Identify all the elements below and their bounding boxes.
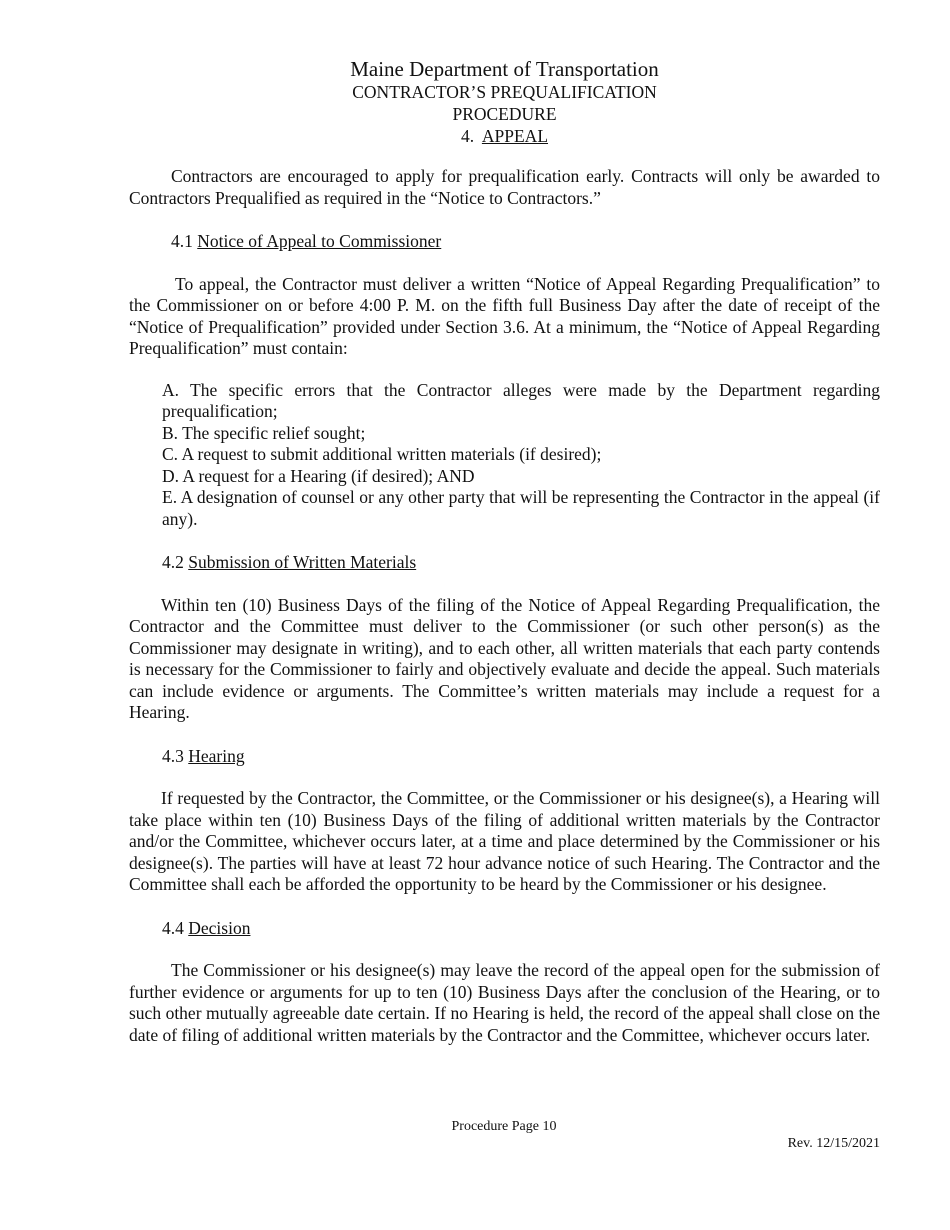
subsection-heading-4-3 [129,746,880,768]
document-body [129,166,880,1046]
paragraph-4-4: The Commissioner or his designee(s) may leave the record of the appeal open for the submission of further evidence or arguments for up to ten (10) Business Days after the conclusion of the Hearing, or to such other mutually agreeable date certain. If no Hearing is held, the record of the appeal shall close on the date of filing of additional written materials by the Contractor and the Committee, whichever occurs later. [129,960,880,1045]
requirements-list [129,380,880,531]
subsection-number: 4.2 [162,552,184,572]
subsection-number: 4.3 [162,745,184,766]
subsection-title: Hearing [188,745,245,766]
page-number: Procedure Page 10 [451,1119,557,1134]
doc-title-line: CONTRACTOR’S PREQUALIFICATION [352,82,657,102]
subsection-heading-4-4 [129,918,880,940]
subsection-title: Submission of Written Materials [188,552,417,572]
list-item: B. The specific relief sought; [162,422,366,443]
section-title: APPEAL [481,126,549,146]
subsection-heading-4-2 [129,552,880,574]
section-number: 4. [460,126,475,146]
subsection-number: 4.1 [171,231,193,251]
list-item: D. A request for a Hearing (if desired); AND [162,465,475,486]
org-title: Maine Department of Transportation [350,57,659,81]
subsection-heading-4-1 [129,231,880,253]
document-header [129,57,880,147]
intro-paragraph: Contractors are encouraged to apply for prequalification early. Contracts will only be awarded to Contractors Prequalified as required in the “Notice to Contractors.” [129,166,880,208]
list-item: A. The specific errors that the Contractor alleges were made by the Department regarding prequalification; [162,379,880,421]
doc-title-line: PROCEDURE [452,104,557,124]
list-item: C. A request to submit additional written materials (if desired); [162,444,602,464]
paragraph-4-3: If requested by the Contractor, the Committee, or the Commissioner or his designee(s), a Hearing will take place within ten (10) Business Days of the filing of additional written materials by the Contractor and/or the Committee, whichever occurs later, at a time and place determined by the Commissioner or his designee(s). The parties will have at least 72 hour advance notice of such Hearing. The Contractor and the Committee shall each be afforded the opportunity to be heard by the Commissioner or his designee. [129,788,880,894]
list-item: E. A designation of counsel or any other party that will be representing the Contractor in the appeal (if any). [162,487,880,529]
subsection-title: Notice of Appeal to Commissioner [197,231,442,251]
section-heading [129,125,880,147]
paragraph-4-1: To appeal, the Contractor must deliver a written “Notice of Appeal Regarding Prequalification” to the Commissioner on or before 4:00 P. M. on the fifth full Business Day after the date of receipt of the “Notice of Prequalification” provided under Section 3.6. At a minimum, the “Notice of Appeal Regarding Prequalification” must contain: [129,273,880,358]
paragraph-4-2: Within ten (10) Business Days of the filing of the Notice of Appeal Regarding Prequalification, the Contractor and the Committee must deliver to the Commissioner (or such other person(s) as the Commissioner may designate in writing), and to each other, all written materials that each party contends is necessary for the Commissioner to fairly and objectively evaluate and decide the appeal. Such materials can include evidence or arguments. The Committee’s written materials may include a request for a Hearing. [129,594,880,722]
subsection-number: 4.4 [162,917,184,938]
revision-date: Rev. 12/15/2021 [787,1136,880,1151]
subsection-title: Decision [188,917,251,938]
